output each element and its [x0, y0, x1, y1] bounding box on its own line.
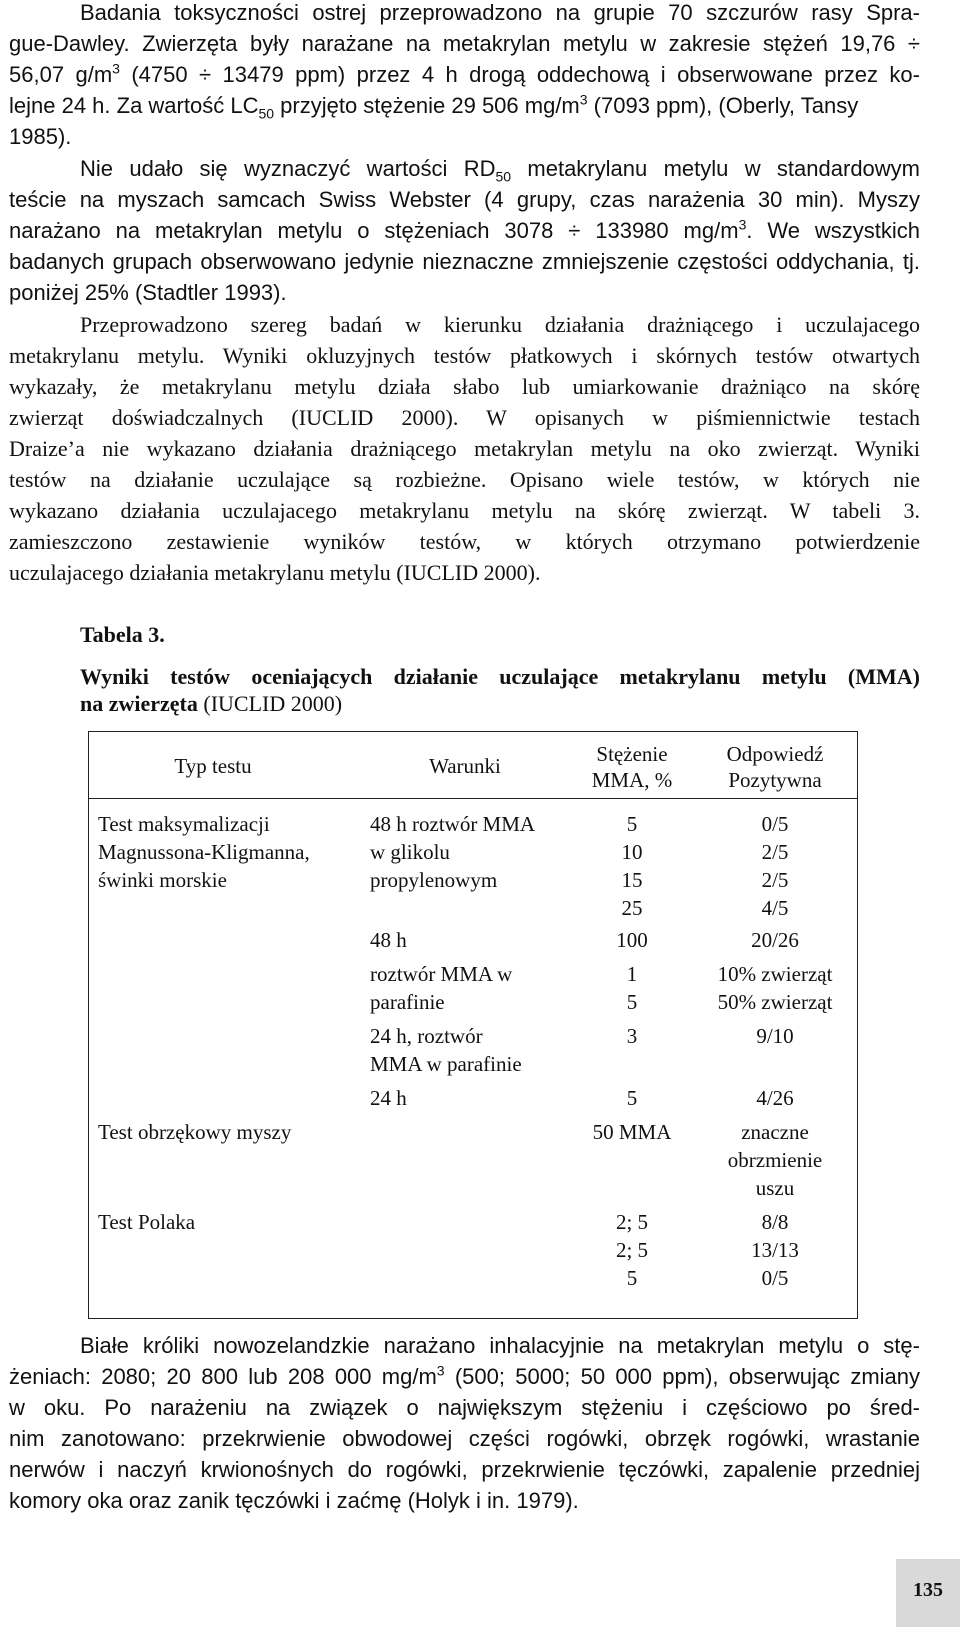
irritation-line-3: wykazały, że metakrylanu metylu działa słabo lub umiarkowanie drażniąco na skórę: [9, 374, 920, 399]
response-cell: 4/26: [756, 1086, 794, 1110]
rabbits-line-2: żeniach: 2080; 20 800 lub 208 000 $mg/m^3$ (500; 5000; 50 000 ppm), obserwując zmiany: [9, 1362, 921, 1389]
concentration-cell: 10: [621, 840, 643, 864]
concentration-cell: 1: [626, 962, 638, 986]
concentration-cell: 2; 5: [615, 1210, 649, 1234]
response-cell: 13/13: [751, 1238, 799, 1262]
table-caption-line-2: na zwierzęta (IUCLID 2000): [80, 691, 343, 716]
table-label: Tabela 3.: [80, 622, 165, 647]
response-cell: 50% zwierząt: [717, 990, 833, 1014]
intro-line-3: 56,07 $g/m^3$ (4750 ÷ 13479 ppm) przez 4 h drogą oddechową i obserwowane przez ko-: [9, 60, 920, 87]
irritation-line-9: uczulajacego działania metakrylanu metylu (IUCLID 2000).: [9, 560, 541, 585]
concentration-cell: 5: [626, 1266, 638, 1290]
irritation-line-7: wykazano działania uczulajacego metakrylanu metylu na skórę zwierząt. W tabeli 3.: [9, 498, 920, 523]
rabbits-line-6: komory oka oraz zanik tęczówki i zaćmę (Holyk i in. 1979).: [9, 1488, 579, 1513]
header-concentration: Stężenie: [596, 742, 668, 766]
response-cell: uszu: [755, 1176, 795, 1200]
response-cell: 10% zwierząt: [717, 962, 833, 986]
response-cell: 8/8: [761, 1210, 789, 1234]
concentration-cell: 5: [626, 990, 638, 1014]
test-type-cell: Test obrzękowy myszy: [98, 1120, 292, 1144]
response-cell: 0/5: [761, 1266, 789, 1290]
intro-line-1: Badania toksyczności ostrej przeprowadzono na grupie 70 szczurów rasy Spra-: [80, 0, 920, 25]
conditions-cell: 48 h: [370, 928, 407, 952]
rd50-line-5: poniżej 25% (Stadtler 1993).: [9, 280, 287, 305]
intro-line-4: lejne 24 h. Za wartość $LC_{50}$ przyjęto stężenie 29 506 $mg/m^3$ (7093 ppm), (Oberly, Tansy: [9, 91, 859, 122]
irritation-line-4: zwierząt doświadczalnych (IUCLID 2000). W opisanych w piśmiennictwie testach: [9, 405, 920, 430]
rabbits-line-3: w oku. Po narażeniu na związek o największym stężeniu i częściowo po śred-: [9, 1395, 920, 1420]
conditions-cell: parafinie: [370, 990, 445, 1014]
conditions-cell: 24 h: [370, 1086, 407, 1110]
response-cell: 4/5: [761, 896, 789, 920]
response-cell: 2/5: [761, 840, 789, 864]
irritation-line-5: Draize’a nie wykazano działania drażniącego metakrylan metylu na oko zwierząt. Wyniki: [9, 436, 920, 461]
page-number: 135: [913, 1579, 943, 1601]
response-cell: 20/26: [751, 928, 799, 952]
response-cell: obrzmienie: [727, 1148, 823, 1172]
concentration-cell: 5: [626, 812, 638, 836]
table-caption-line-1: Wyniki testów oceniających działanie uczulające metakrylanu metylu (MMA): [80, 664, 920, 689]
response-cell: znaczne: [741, 1120, 809, 1144]
irritation-line-8: zamieszczono zestawienie wyników testów, w których otrzymano potwierdzenie: [9, 529, 920, 554]
concentration-cell: 15: [621, 868, 643, 892]
rd50-line-4: badanych grupach obserwowano jedynie nieznaczne zmniejszenie częstości oddychania, tj.: [9, 249, 920, 274]
rabbits-line-1: Białe króliki nowozelandzkie narażano inhalacyjnie na metakrylan metylu o stę-: [80, 1333, 920, 1358]
irritation-line-2: metakrylanu metylu. Wyniki okluzyjnych testów płatkowych i skórnych testów otwartych: [9, 343, 920, 368]
irritation-line-6: testów na działanie uczulające są rozbieżne. Opisano wiele testów, w których nie: [9, 467, 920, 492]
header-concentration-unit: MMA, %: [591, 768, 673, 792]
test-type-cell: świnki morskie: [98, 868, 227, 892]
conditions-cell: MMA w parafinie: [370, 1052, 522, 1076]
concentration-cell: 2; 5: [615, 1238, 649, 1262]
conditions-cell: roztwór MMA w: [370, 962, 513, 986]
conditions-cell: 24 h, roztwór: [370, 1024, 483, 1048]
intro-line-2: gue-Dawley. Zwierzęta były narażane na metakrylan metylu w zakresie stężeń 19,76 ÷: [9, 31, 920, 56]
rd50-line-3: narażano na metakrylan metylu o stężeniach 3078 ÷ 133980 $mg/m^3$. We wszystkich: [9, 216, 921, 243]
rd50-line-2: teście na myszach samcach Swiss Webster (4 grupy, czas narażenia 30 min). Myszy: [9, 187, 920, 212]
response-cell: 2/5: [761, 868, 789, 892]
test-type-cell: Magnussona-Kligmanna,: [98, 840, 310, 864]
response-cell: 9/10: [756, 1024, 794, 1048]
conditions-cell: propylenowym: [370, 868, 498, 892]
header-response-positive: Pozytywna: [728, 768, 822, 792]
response-cell: 0/5: [761, 812, 789, 836]
header-test-type: Typ testu: [174, 754, 252, 778]
conditions-cell: w glikolu: [370, 840, 450, 864]
intro-line-5: 1985).: [9, 124, 72, 149]
header-conditions: Warunki: [429, 754, 501, 778]
rd50-line-1: Nie udało się wyznaczyć wartości $RD_{50}$ metakrylanu metylu w standardowym: [80, 156, 920, 185]
concentration-cell: 25: [621, 896, 643, 920]
concentration-cell: 100: [616, 928, 648, 952]
concentration-cell: 5: [626, 1086, 638, 1110]
test-type-cell: Test Polaka: [98, 1210, 196, 1234]
concentration-cell: 50 MMA: [592, 1120, 672, 1144]
header-response: Odpowiedź: [726, 742, 824, 766]
test-type-cell: Test maksymalizacji: [98, 812, 270, 836]
conditions-cell: 48 h roztwór MMA: [370, 812, 536, 836]
rabbits-line-5: nerwów i naczyń krwionośnych do rogówki, przekrwienie tęczówki, zapalenie przedniej: [9, 1457, 920, 1482]
irritation-line-1: Przeprowadzono szereg badań w kierunku działania drażniącego i uczulajacego: [80, 312, 920, 337]
rabbits-line-4: nim zanotowano: przekrwienie obwodowej części rogówki, obrzęk rogówki, wrastanie: [9, 1426, 920, 1451]
table-header-divider: [88, 798, 858, 799]
concentration-cell: 3: [626, 1024, 638, 1048]
